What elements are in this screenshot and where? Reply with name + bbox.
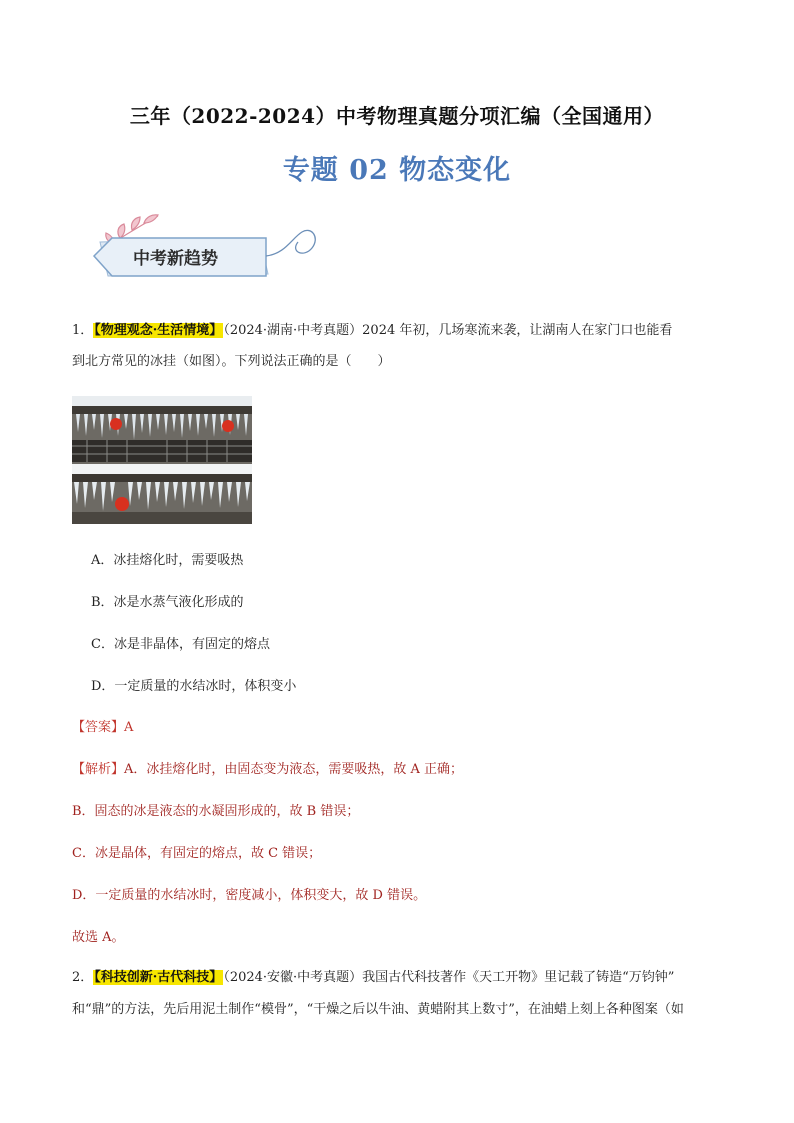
banner-label: 中考新趋势 (133, 249, 218, 269)
q1-stem-part1: （2024·湖南·中考真题）2024 年初，几场寒流来袭，让湖南人在家门口也能看 (223, 323, 673, 338)
q1-stem-part2: 到北方常见的冰挂（如图）。下列说法正确的是（ ） (72, 354, 391, 369)
q1-option-d: D．一定质量的水结冰时，体积变小 (91, 679, 297, 694)
q1-analysis-line3: C．冰是晶体，有固定的熔点，故 C 错误； (72, 846, 322, 861)
topic-subtitle: 专题 02 物态变化 (282, 155, 512, 186)
q2-line1 (72, 968, 674, 988)
q2-stem-part1: （2024·安徽·中考真题）我国古代科技著作《天工开物》里记载了铸造“万钧钟” (223, 970, 675, 985)
q1-option-a: A．冰挂熔化时，需要吸热 (91, 553, 244, 568)
icicle-photo (72, 396, 252, 524)
analysis-label: 【解析】 (72, 762, 125, 777)
q1-option-c: C．冰是非晶体，有固定的熔点 (91, 637, 270, 652)
document-title: 三年（2022-2024）中考物理真题分项汇编（全国通用） (129, 104, 665, 128)
swirl-icon (266, 230, 315, 256)
q2-stem-part2: 和“鼎”的方法，先后用泥土制作“模骨”，“干燥之后以牛油、黄蜡附其上数寸”，在油蜡上刻上各种图案（如 (72, 1002, 684, 1017)
q2-number: 2． (72, 970, 94, 985)
q1-option-b: B．冰是水蒸气液化形成的 (91, 595, 244, 610)
q1-line1 (72, 321, 672, 341)
q1-conclusion: 故选 A。 (72, 930, 125, 945)
analysis-text-a: A．冰挂熔化时，由固态变为液态，需要吸热，故 A 正确； (124, 762, 464, 777)
q1-answer: 【答案】A (72, 720, 134, 735)
q1-analysis-line1 (72, 760, 463, 780)
q1-analysis-line4: D．一定质量的水结冰时，密度减小，体积变大，故 D 错误。 (72, 888, 427, 903)
q1-tag: 【物理观念·生活情境】 (94, 323, 223, 338)
q2-tag: 【科技创新·古代科技】 (94, 970, 223, 985)
q1-analysis-line2: B．固态的冰是液态的水凝固形成的，故 B 错误； (72, 804, 360, 819)
q1-number: 1． (72, 323, 94, 338)
